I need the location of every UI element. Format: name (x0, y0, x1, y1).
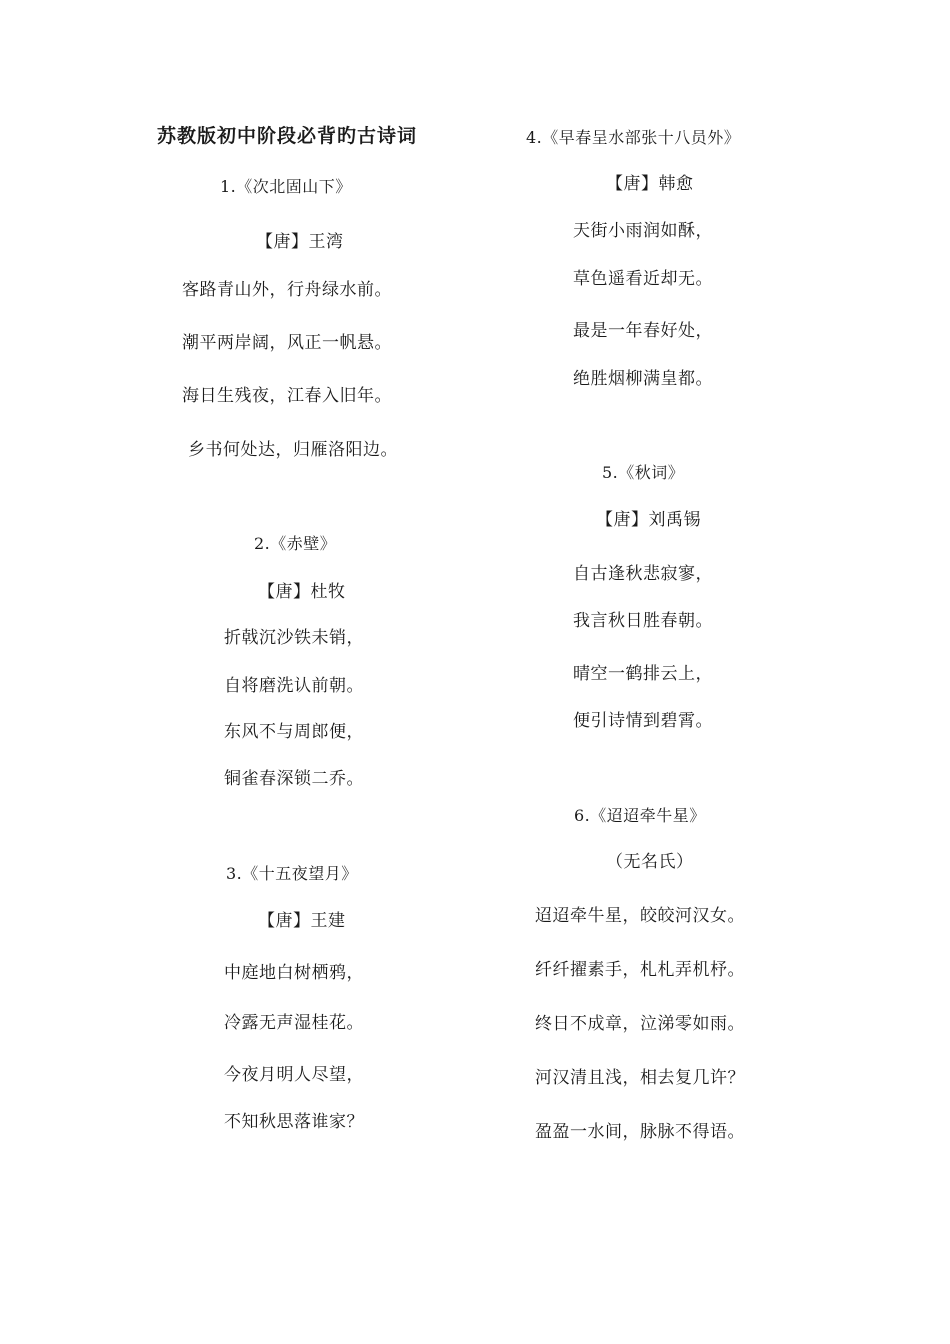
poem-line: 今夜月明人尽望， (224, 1065, 364, 1085)
poem-line: 海日生残夜，江春入旧年。 (182, 386, 392, 406)
poem-line: 铜雀春深锁二乔。 (224, 769, 364, 789)
poem-line: 客路青山外，行舟绿水前。 (182, 280, 392, 300)
poem-line: 便引诗情到碧霄。 (573, 711, 713, 731)
poem-line: 草色遥看近却无。 (573, 269, 713, 289)
poem-line: 不知秋思落谁家？ (224, 1112, 364, 1132)
poem-line: 天街小雨润如酥， (573, 221, 713, 241)
poem-line: 潮平两岸阔，风正一帆悬。 (182, 333, 392, 353)
poem-line: 终日不成章，泣涕零如雨。 (535, 1014, 745, 1034)
poem-heading: 4.《早春呈水部张十八员外》 (526, 128, 741, 147)
poem-heading: 2.《赤壁》 (254, 534, 337, 553)
poem-line: 乡书何处达，归雁洛阳边。 (188, 440, 398, 460)
poem-line: 最是一年春好处， (573, 321, 713, 341)
poem-line: 东风不与周郎便， (224, 722, 364, 742)
poem-line: 冷露无声湿桂花。 (224, 1013, 364, 1033)
poem-author: 【唐】王建 (258, 911, 346, 931)
poem-heading: 6.《迢迢牵牛星》 (574, 806, 706, 825)
poem-line: 迢迢牵牛星，皎皎河汉女。 (535, 906, 745, 926)
poem-author: 【唐】王湾 (256, 232, 344, 252)
poem-author: 【唐】杜牧 (258, 582, 346, 602)
poem-line: 绝胜烟柳满皇都。 (573, 369, 713, 389)
poem-heading: 3.《十五夜望月》 (226, 864, 358, 883)
poem-author: 【唐】韩愈 (606, 174, 694, 194)
poem-line: 中庭地白树栖鸦， (224, 963, 364, 983)
document-title: 苏教版初中阶段必背旳古诗词 (157, 125, 418, 147)
poem-line: 折戟沉沙铁未销， (224, 628, 364, 648)
poem-author: 【唐】刘禹锡 (596, 510, 701, 530)
poem-line: 盈盈一水间，脉脉不得语。 (535, 1122, 745, 1142)
poem-author: （无名氏） (606, 852, 694, 872)
poem-line: 自将磨洗认前朝。 (224, 676, 364, 696)
poem-line: 纤纤擢素手，札札弄机杼。 (535, 960, 745, 980)
poem-heading: 1.《次北固山下》 (220, 177, 352, 196)
poem-line: 我言秋日胜春朝。 (573, 611, 713, 631)
poem-heading: 5.《秋词》 (602, 463, 685, 482)
poem-line: 自古逢秋悲寂寥， (573, 564, 713, 584)
poem-line: 河汉清且浅，相去复几许？ (535, 1068, 745, 1088)
poem-line: 晴空一鹤排云上， (573, 664, 713, 684)
